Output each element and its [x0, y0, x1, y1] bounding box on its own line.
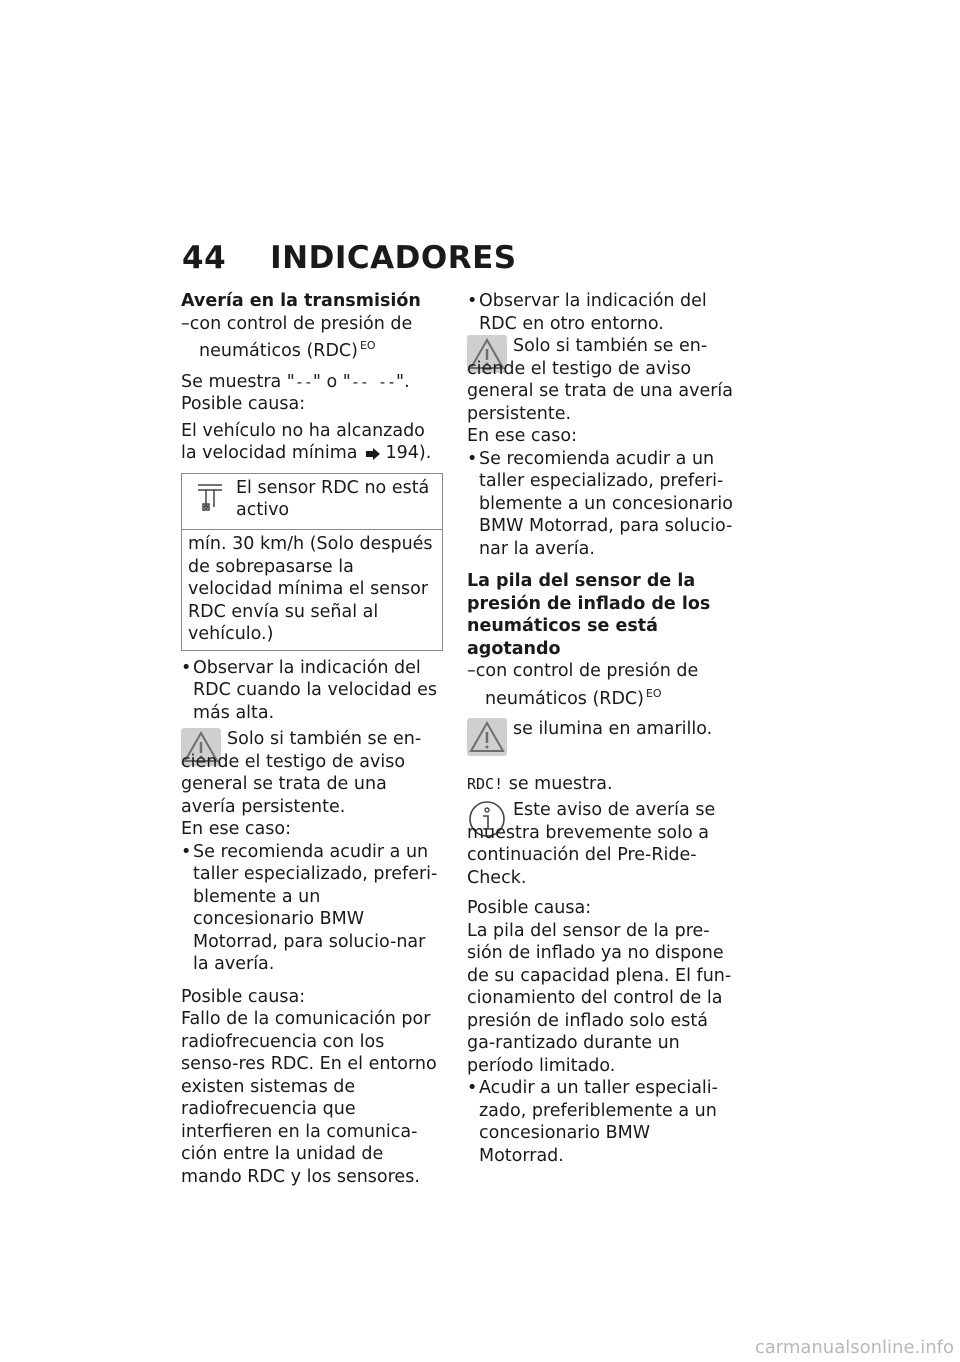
warning-note [467, 335, 739, 425]
rdc-sensor-info-box [181, 473, 443, 651]
left-column [181, 290, 443, 1188]
list-item: • Se recomienda acudir a un taller especializado, preferi-blemente a un concesionario BMW Motorrad, para solucio-nar la avería. [467, 448, 739, 561]
section-heading: Avería en la transmisión [181, 291, 421, 311]
cause-text: La pila del sensor de la pre-sión de inflado ya no dispone de su capacidad plena. El fun-cionamiento del control de la presión de inflado solo está ga-rantizado durante un período limitado. [467, 920, 732, 1076]
display-code: -- [294, 372, 313, 391]
section-heading: La pila del sensor de la presión de inflado de los neumáticos se está agotando [467, 571, 711, 659]
section-title: INDICADORES [270, 240, 517, 276]
list-item: • Acudir a un taller especiali-zado, preferiblemente a un concesionario BMW Motorrad. [467, 1077, 739, 1167]
info-note [467, 799, 739, 889]
condition-line: –con control de presión de neumáticos (RDC) $^{EO}$ [181, 313, 413, 361]
right-column [467, 290, 739, 1167]
box-title: El sensor RDC no está activo [236, 477, 430, 520]
warning-text: Solo si también se en-ciende el testigo de aviso general se trata de una avería persistente. [467, 336, 733, 424]
lights-text: se ilumina en amarillo. [513, 719, 713, 739]
watermark: carmanualsonline.info [754, 1337, 954, 1358]
eo-superscript: EO [645, 686, 662, 700]
cause-label: Posible causa: [181, 394, 306, 414]
warning-light-row [467, 718, 739, 763]
cause-label: Posible causa: [181, 986, 306, 1007]
page-reference: 194). [385, 443, 432, 463]
shows-line: Se muestra "--" o "-- --". [181, 371, 410, 392]
cause-text: El vehículo no ha alcanzado la velocidad mínima 194). [181, 420, 443, 467]
display-code: -- -- [350, 372, 397, 391]
warning-text: Solo si también se en-ciende el testigo de aviso general se trata de una avería persistente. [181, 729, 422, 817]
tire-pressure-sensor-icon [190, 477, 230, 524]
case-label: En ese caso: [181, 819, 291, 839]
list-item: • Observar la indicación del RDC en otro entorno. [467, 290, 739, 335]
box-text: mín. 30 km/h (Solo después de sobrepasarse la velocidad mínima el sensor RDC envía su señal al vehículo.) [188, 534, 433, 644]
cause-text: Fallo de la comunicación por radiofrecuencia con los senso-res RDC. En el entorno existen sistemas de radiofrecuencia que interfieren en la comunica-ción entre la unidad de mando RDC y los sensores. [181, 1009, 437, 1187]
condition-line: –con control de presión de neumáticos (RDC) $^{EO}$ [467, 661, 699, 709]
list-item: • Se recomienda acudir a un taller especializado, preferi-blemente a un concesionario BMW Motorrad, para solucio-nar la avería. [181, 841, 443, 976]
info-text: Este aviso de avería se muestra brevemente solo a continuación del Pre-Ride-Check. [467, 800, 716, 888]
display-code: RDC! [467, 774, 504, 793]
warning-note [181, 728, 443, 818]
page-reference-arrow-icon [363, 444, 381, 467]
cause-label: Posible causa: [467, 898, 592, 918]
rdc-line: RDC! se muestra. [467, 773, 613, 794]
warning-triangle-icon [467, 718, 507, 763]
list-item: • Observar la indicación del RDC cuando la velocidad es más alta. [181, 657, 443, 725]
case-label: En ese caso: [467, 426, 577, 446]
page-number: 44 [182, 240, 227, 276]
page-title [182, 240, 517, 276]
eo-superscript: EO [359, 339, 376, 352]
